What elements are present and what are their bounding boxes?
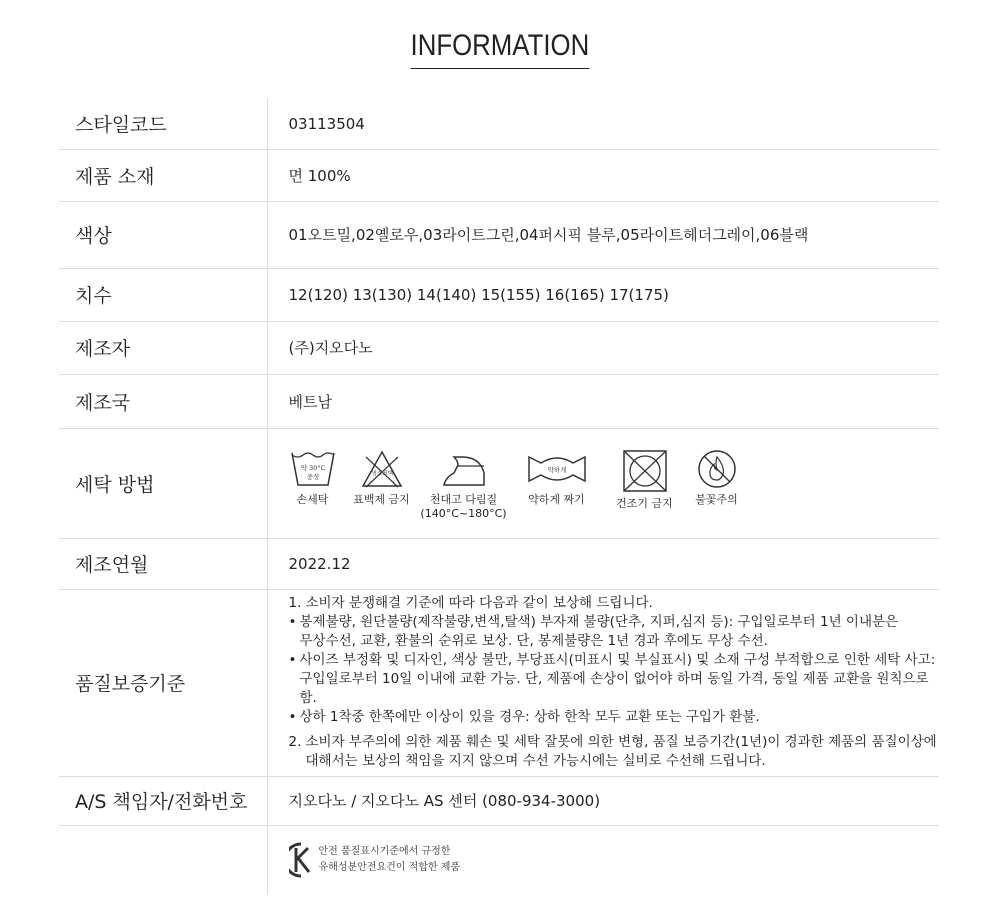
- wash-item: [289, 449, 337, 507]
- row-label: 제조연월: [59, 538, 267, 589]
- country-value: 베트남: [267, 374, 939, 428]
- table-row: [59, 268, 939, 321]
- quality-text-line: 상하 1착중 한쪽에만 이상이 있을 경우: 상하 한착 모두 교환 또는 구입가 환불.: [299, 709, 760, 725]
- kc-certification: [267, 825, 939, 895]
- wash-icon-text: 중성: [306, 473, 319, 481]
- bullet: •: [288, 709, 297, 725]
- item-number: 1.: [288, 595, 302, 611]
- table-row: [59, 374, 939, 428]
- wash-item: [349, 449, 415, 507]
- quality-text-line: 봉제불량, 원단불량(제작불량,변색,탈색) 부자재 불량(단추, 지퍼,심지 등): 구입일로부터 1년 이내분은: [299, 614, 899, 630]
- wash-icon-text: 표백: [382, 471, 393, 477]
- fire-caution-icon: [695, 449, 739, 489]
- row-label: 제품 소재: [59, 149, 267, 201]
- quality-text-line: 대해서는 보상의 책임을 지지 않으며 수선 가능시에는 실비로 수선해 드립니다.: [305, 753, 766, 769]
- washing-icons: [267, 428, 939, 538]
- table-row: [59, 428, 939, 538]
- wash-item: [687, 449, 747, 507]
- wash-label: 약하게 짜기: [528, 493, 585, 506]
- kc-text-line: 유해성분안전요건이 적합한 제품: [318, 862, 461, 874]
- date-value: 2022.12: [267, 538, 939, 589]
- kc-mark-icon: [289, 842, 313, 878]
- quality-item: [289, 733, 940, 752]
- wash-label-line: (140°C~180°C): [420, 507, 507, 520]
- quality-text-line: 소비자 부주의에 의한 제품 훼손 및 세탁 잘못에 의한 변형, 품질 보증기간(1년)이 경과한 제품의 품질이상에: [305, 734, 937, 750]
- quality-text-line: 구입일로부터 10일 이내에 교환 가능. 단, 제품에 손상이 없어야 하며 동일 가격, 동일 제품 교환을 원칙으로 함.: [299, 671, 929, 706]
- wash-label: 손세탁: [296, 493, 329, 506]
- row-label: 스타일코드: [59, 99, 267, 149]
- wash-label-line: 천대고 다림질: [429, 493, 498, 506]
- maker-value: (주)지오다노: [267, 321, 939, 374]
- no-tumble-dry-icon: [622, 449, 668, 493]
- wash-label: [420, 493, 506, 521]
- wash-icon-text: 염소: [371, 471, 382, 477]
- table-row: [59, 589, 939, 776]
- header: [0, 26, 1000, 69]
- table-row: [59, 149, 939, 201]
- table-row: [59, 538, 939, 589]
- wash-label: 표백제 금지: [353, 493, 410, 506]
- row-label: 색상: [59, 201, 267, 268]
- kc-text-line: 안전 품질표시기준에서 규정한: [318, 846, 451, 858]
- table-row: [59, 99, 939, 149]
- as-value: 지오다노 / 지오다노 AS 센터 (080-934-3000): [267, 776, 939, 825]
- quality-bullet: [289, 613, 940, 632]
- row-label: A/S 책임자/전화번호: [59, 776, 267, 825]
- hand-wash-icon: [290, 449, 336, 489]
- row-label: 품질보증기준: [59, 589, 267, 776]
- row-label: 세탁 방법: [59, 428, 267, 538]
- no-bleach-icon: [360, 449, 404, 489]
- quality-text-line: 소비자 분쟁해결 기준에 따라 다음과 같이 보상해 드립니다.: [305, 595, 653, 611]
- quality-item: [289, 594, 940, 613]
- row-label: 치수: [59, 268, 267, 321]
- wash-label: 불꽃주의: [695, 493, 738, 506]
- row-label: 제조자: [59, 321, 267, 374]
- material-value: 면 100%: [267, 149, 939, 201]
- product-info-table: [59, 99, 939, 895]
- table-row: [59, 201, 939, 268]
- wash-icon-text: 약 30°C: [300, 464, 325, 472]
- quality-bullet: [289, 708, 940, 727]
- style-code-value: 03113504: [267, 99, 939, 149]
- wash-item: [517, 449, 597, 507]
- table-row: [59, 321, 939, 374]
- bullet: •: [288, 652, 297, 668]
- quality-text-line: 사이즈 부정확 및 디자인, 색상 불만, 부당표시(미표시 및 부실표시) 및 소재 구성 부적합으로 인한 세탁 사고:: [299, 652, 936, 668]
- row-label-empty: [59, 825, 267, 895]
- iron-icon: [440, 449, 488, 489]
- color-value: 01오트밀,02옐로우,03라이트그린,04퍼시픽 블루,05라이트헤더그레이,06블랙: [267, 201, 939, 268]
- page-title: INFORMATION: [411, 26, 590, 69]
- table-row: [59, 776, 939, 825]
- quality-text: [267, 589, 939, 776]
- wash-item: [420, 449, 507, 521]
- wash-label: 건조기 금지: [616, 497, 673, 510]
- gentle-wring-icon: [527, 449, 587, 489]
- row-label: 제조국: [59, 374, 267, 428]
- quality-text-line: 무상수선, 교환, 환불의 순위로 보상. 단, 봉제불량은 1년 경과 후에도 무상 수선.: [299, 633, 768, 649]
- table-row: [59, 825, 939, 895]
- wash-item: [609, 449, 681, 511]
- wash-icon-text: 약하게: [547, 466, 566, 474]
- bullet: •: [288, 614, 297, 630]
- quality-bullet: [289, 651, 940, 670]
- size-value: 12(120) 13(130) 14(140) 15(155) 16(165) 17(175): [267, 268, 939, 321]
- item-number: 2.: [288, 734, 302, 750]
